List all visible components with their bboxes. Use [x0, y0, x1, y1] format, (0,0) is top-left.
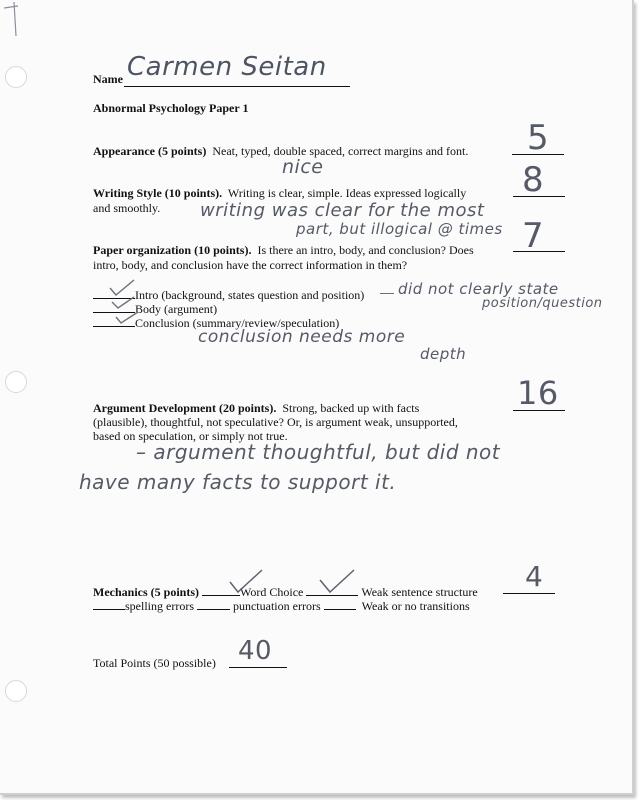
student-name-handwritten: Carmen Seitan [127, 52, 327, 82]
argument-comment-line1: – argument thoughtful, but did not [136, 440, 501, 464]
mechanics-title: Mechanics (5 points) [93, 585, 199, 599]
writing-style-criteria-line1: Writing is clear, simple. Ideas expressed logically [227, 186, 467, 200]
total-score: 40 [238, 636, 273, 666]
argument-section [93, 401, 419, 415]
total-score-line [229, 667, 287, 668]
word-choice-checkmark-icon [228, 568, 264, 594]
binder-hole-middle [5, 371, 27, 393]
name-label: Name [93, 72, 123, 86]
transitions-blank [324, 598, 356, 610]
corner-pencil-mark [0, 0, 40, 40]
argument-comment-line2: have many facts to support it. [79, 470, 397, 494]
mechanics-row2 [93, 598, 470, 613]
mechanics-row1 [93, 584, 478, 599]
spelling-label: spelling errors [125, 599, 194, 613]
total-label: Total Points (50 possible) [93, 656, 216, 670]
writing-style-score: 8 [522, 160, 545, 200]
writing-style-title: Writing Style (10 points). [93, 186, 223, 200]
writing-style-comment-line2: part, but illogical @ times [296, 220, 503, 238]
word-choice-label: Word Choice [240, 585, 304, 599]
organization-score: 7 [522, 216, 545, 256]
name-underline [124, 86, 350, 87]
weak-sentence-label: Weak sentence structure [361, 585, 478, 599]
mechanics-score-line [503, 593, 555, 594]
argument-criteria-line2: (plausible), thoughtful, not speculative? Or, is argument weak, unsupported, [93, 415, 458, 429]
argument-title: Argument Development (20 points). [93, 401, 277, 415]
writing-style-section [93, 186, 466, 200]
spelling-blank [93, 598, 125, 610]
appearance-title: Appearance (5 points) [93, 144, 207, 158]
organization-section [93, 243, 474, 257]
mechanics-score: 4 [525, 560, 544, 593]
argument-score: 16 [517, 374, 559, 412]
binder-hole-bottom [5, 680, 27, 702]
binder-hole-top [5, 66, 27, 88]
organization-criteria-line1: Is there an intro, body, and conclusion? Does [257, 243, 474, 257]
organization-comment-intro-line2: position/question [482, 296, 603, 311]
conclusion-checkmark-icon [114, 309, 140, 325]
appearance-section [93, 144, 468, 158]
organization-comment-conclusion-line2: depth [420, 345, 467, 363]
body-label: Body (argument) [135, 302, 218, 316]
organization-title: Paper organization (10 points). [93, 243, 252, 257]
punctuation-blank [197, 598, 230, 610]
transitions-label: Weak or no transitions [361, 599, 470, 613]
writing-style-comment-line1: writing was clear for the most [200, 200, 485, 221]
intro-label: Intro (background, states question and position) [135, 288, 365, 302]
argument-criteria-line3: based on speculation, or simply not true. [93, 429, 288, 443]
punctuation-label: punctuation errors [232, 599, 321, 613]
organization-comment-intro-line1: did not clearly state [398, 280, 559, 298]
appearance-score: 5 [527, 118, 550, 158]
appearance-criteria: Neat, typed, double spaced, correct margins and font. [212, 144, 469, 158]
writing-style-criteria-line2: and smoothly. [93, 201, 161, 215]
intro-comment-dash [380, 293, 394, 294]
paper-title: Abnormal Psychology Paper 1 [93, 101, 249, 115]
conclusion-label: Conclusion (summary/review/speculation) [135, 316, 340, 330]
weak-sentence-checkmark-icon [318, 568, 356, 594]
argument-criteria-line1: Strong, backed up with facts [282, 401, 420, 415]
organization-comment-conclusion-line1: conclusion needs more [198, 327, 406, 347]
organization-criteria-line2: intro, body, and conclusion have the correct information in them? [93, 258, 408, 272]
body-checkmark-icon [110, 294, 136, 310]
appearance-comment: nice [282, 156, 324, 178]
